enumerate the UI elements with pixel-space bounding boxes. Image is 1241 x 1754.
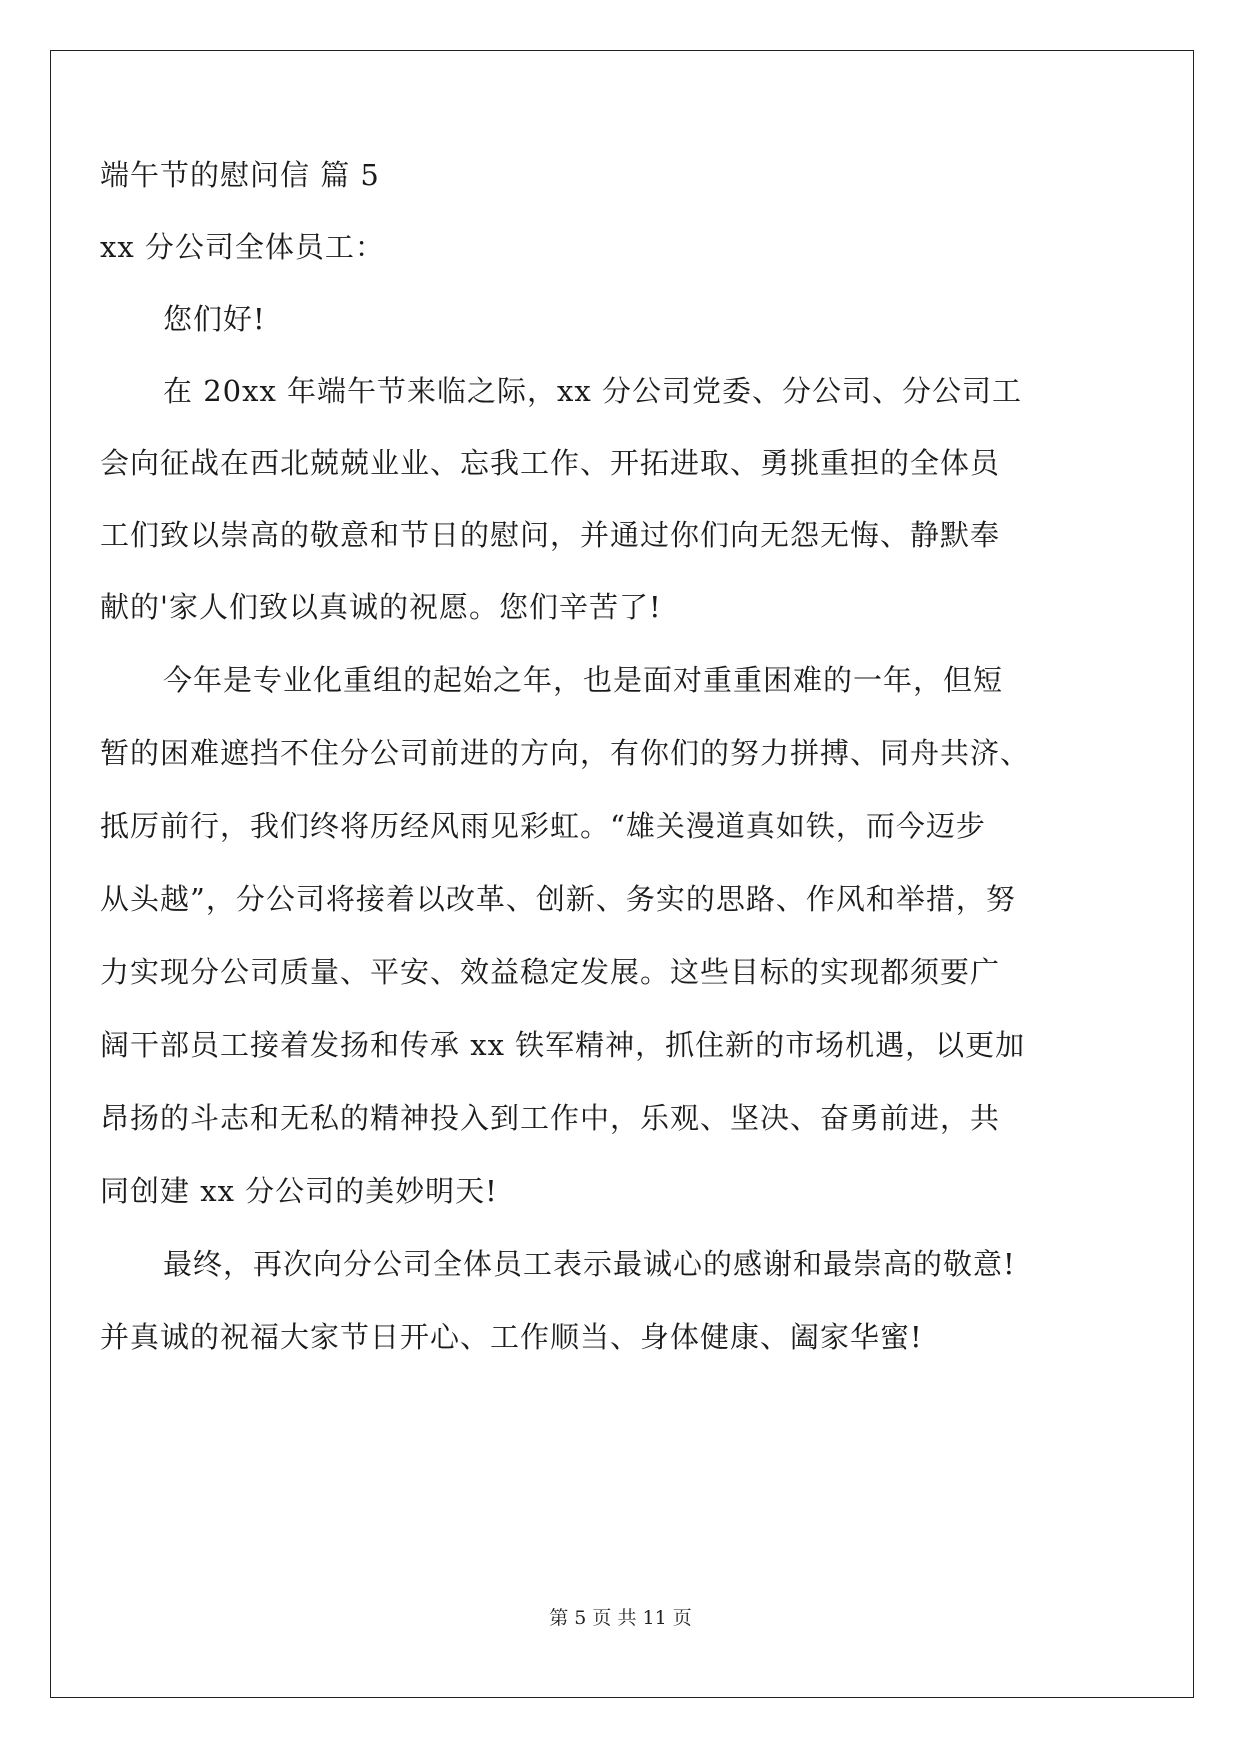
paragraph-1-line: 会向征战在西北兢兢业业、忘我工作、开拓进取、勇挑重担的全体员: [100, 446, 1001, 480]
paragraph-1-line: 献的'家人们致以真诚的祝愿。您们辛苦了!: [100, 590, 662, 624]
paragraph-2-line: 力实现分公司质量、平安、效益稳定发展。这些目标的实现都须要广: [100, 955, 1001, 989]
paragraph-2-line: 从头越”，分公司将接着以改革、创新、务实的思路、作风和举措，努: [100, 882, 1016, 916]
letter-greeting: 您们好!: [163, 302, 266, 336]
page-frame: [50, 50, 1194, 1698]
paragraph-2-line: 昂扬的斗志和无私的精神投入到工作中，乐观、坚决、奋勇前进，共: [100, 1101, 1001, 1135]
paragraph-2-line: 暂的困难遮挡不住分公司前进的方向，有你们的努力拼搏、同舟共济、: [100, 736, 1031, 770]
paragraph-2-line: 同创建 xx 分公司的美妙明天!: [100, 1174, 498, 1208]
letter-title: 端午节的慰问信 篇 5: [100, 158, 380, 192]
letter-salutation: xx 分公司全体员工：: [100, 230, 385, 264]
paragraph-3-line: 最终，再次向分公司全体员工表示最诚心的感谢和最崇高的敬意!: [163, 1247, 1016, 1281]
paragraph-2-line: 今年是专业化重组的起始之年，也是面对重重困难的一年，但短: [163, 663, 1004, 697]
page-number-footer: 第 5 页 共 11 页: [549, 1607, 692, 1629]
paragraph-1-line: 在 20xx 年端午节来临之际，xx 分公司党委、分公司、分公司工: [163, 374, 1022, 408]
paragraph-2-line: 阔干部员工接着发扬和传承 xx 铁军精神，抓住新的市场机遇，以更加: [100, 1028, 1026, 1062]
paragraph-3-line: 并真诚的祝福大家节日开心、工作顺当、身体健康、阖家华蜜!: [100, 1320, 923, 1354]
paragraph-2-line: 抵厉前行，我们终将历经风雨见彩虹。“雄关漫道真如铁，而今迈步: [100, 809, 986, 843]
paragraph-1-line: 工们致以崇高的敬意和节日的慰问，并通过你们向无怨无悔、静默奉: [100, 518, 1001, 552]
